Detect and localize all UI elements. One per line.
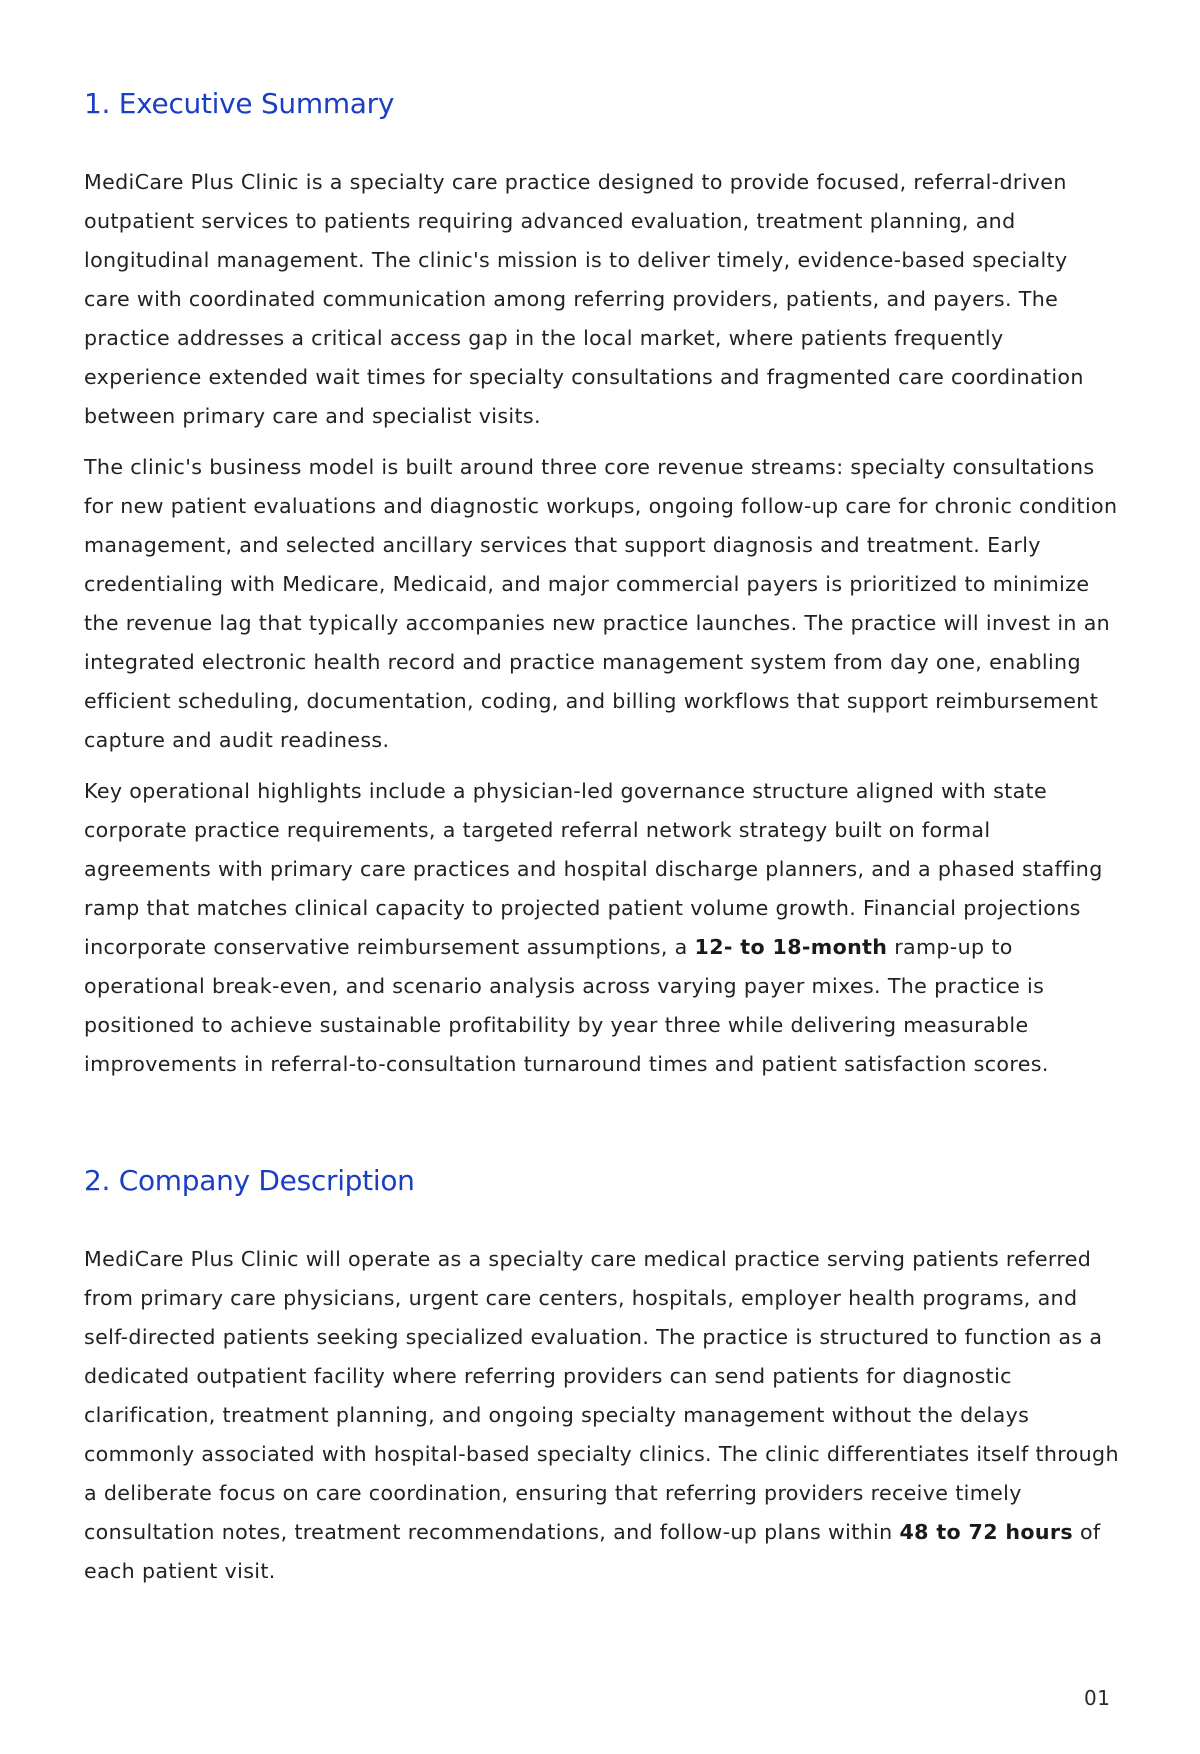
executive-summary-paragraph-2: The clinic's business model is built around three core revenue streams: specialty consultations for new patient evaluations and diagnostic workups, ongoing follow-up care for chronic condition management, and selected ancillary services that support diagnosis and treatment. Early credentialing with Medicare, Medicaid, and major commercial payers is prioritized to minimize the revenue lag that typically accompanies new practice launches. The practice will invest in an integrated electronic health record and practice management system from day one, enabling efficient scheduling, documentation, coding, and billing workflows that support reimbursement capture and audit readiness. — [84, 455, 1118, 752]
executive-summary-paragraph-3 — [84, 772, 1120, 1084]
emphasis-turnaround-time: 48 to 72 hours — [899, 1520, 1074, 1544]
paragraph-text: MediCare Plus Clinic will operate as a specialty care medical practice serving patients referred from primary care physicians, urgent care centers, hospitals, employer health programs, and self-directed patients seeking specialized evaluation. The practice is structured to function as a dedicated outpatient facility where referring providers can send patients for diagnostic clarification, treatment planning, and ongoing specialty management without the delays commonly associated with hospital-based specialty clinics. The clinic differentiates itself through a deliberate focus on care coordination, ensuring that referring providers receive timely consultation notes, treatment recommendations, and follow-up plans within — [84, 1247, 1119, 1544]
page-number: 01 — [1084, 1686, 1111, 1710]
company-description-paragraph-1 — [84, 1240, 1120, 1591]
section-heading-executive-summary: 1. Executive Summary — [84, 87, 395, 120]
executive-summary-paragraph-1: MediCare Plus Clinic is a specialty care practice designed to provide focused, referral-driven outpatient services to patients requiring advanced evaluation, treatment planning, and longitudinal management. The clinic's mission is to deliver timely, evidence-based specialty care with coordinated communication among referring providers, patients, and payers. The practice addresses a critical access gap in the local market, where patients frequently experience extended wait times for specialty consultations and fragmented care coordination between primary care and specialist visits. — [84, 170, 1084, 428]
emphasis-ramp-up-period: 12- to 18-month — [694, 935, 888, 959]
paragraph-text: ramp-up to operational break-even, and scenario analysis across varying payer mixes. The practice is positioned to achieve sustainable profitability by year three while delivering measurable improvements in referral-to-consultation turnaround times and patient satisfaction scores. — [84, 935, 1049, 1076]
executive-summary-body — [84, 163, 1120, 1084]
company-description-body — [84, 1240, 1120, 1591]
paragraph-text: Key operational highlights include a physician-led governance structure aligned with state corporate practice requirements, a targeted referral network strategy built on formal agreements with primary care practices and hospital discharge planners, and a phased staffing ramp that matches clinical capacity to projected patient volume growth. Financial projections incorporate conservative reimbursement assumptions, a — [84, 779, 1103, 959]
paragraph-text: of each patient visit. — [84, 1520, 1101, 1583]
section-heading-company-description: 2. Company Description — [84, 1164, 415, 1197]
